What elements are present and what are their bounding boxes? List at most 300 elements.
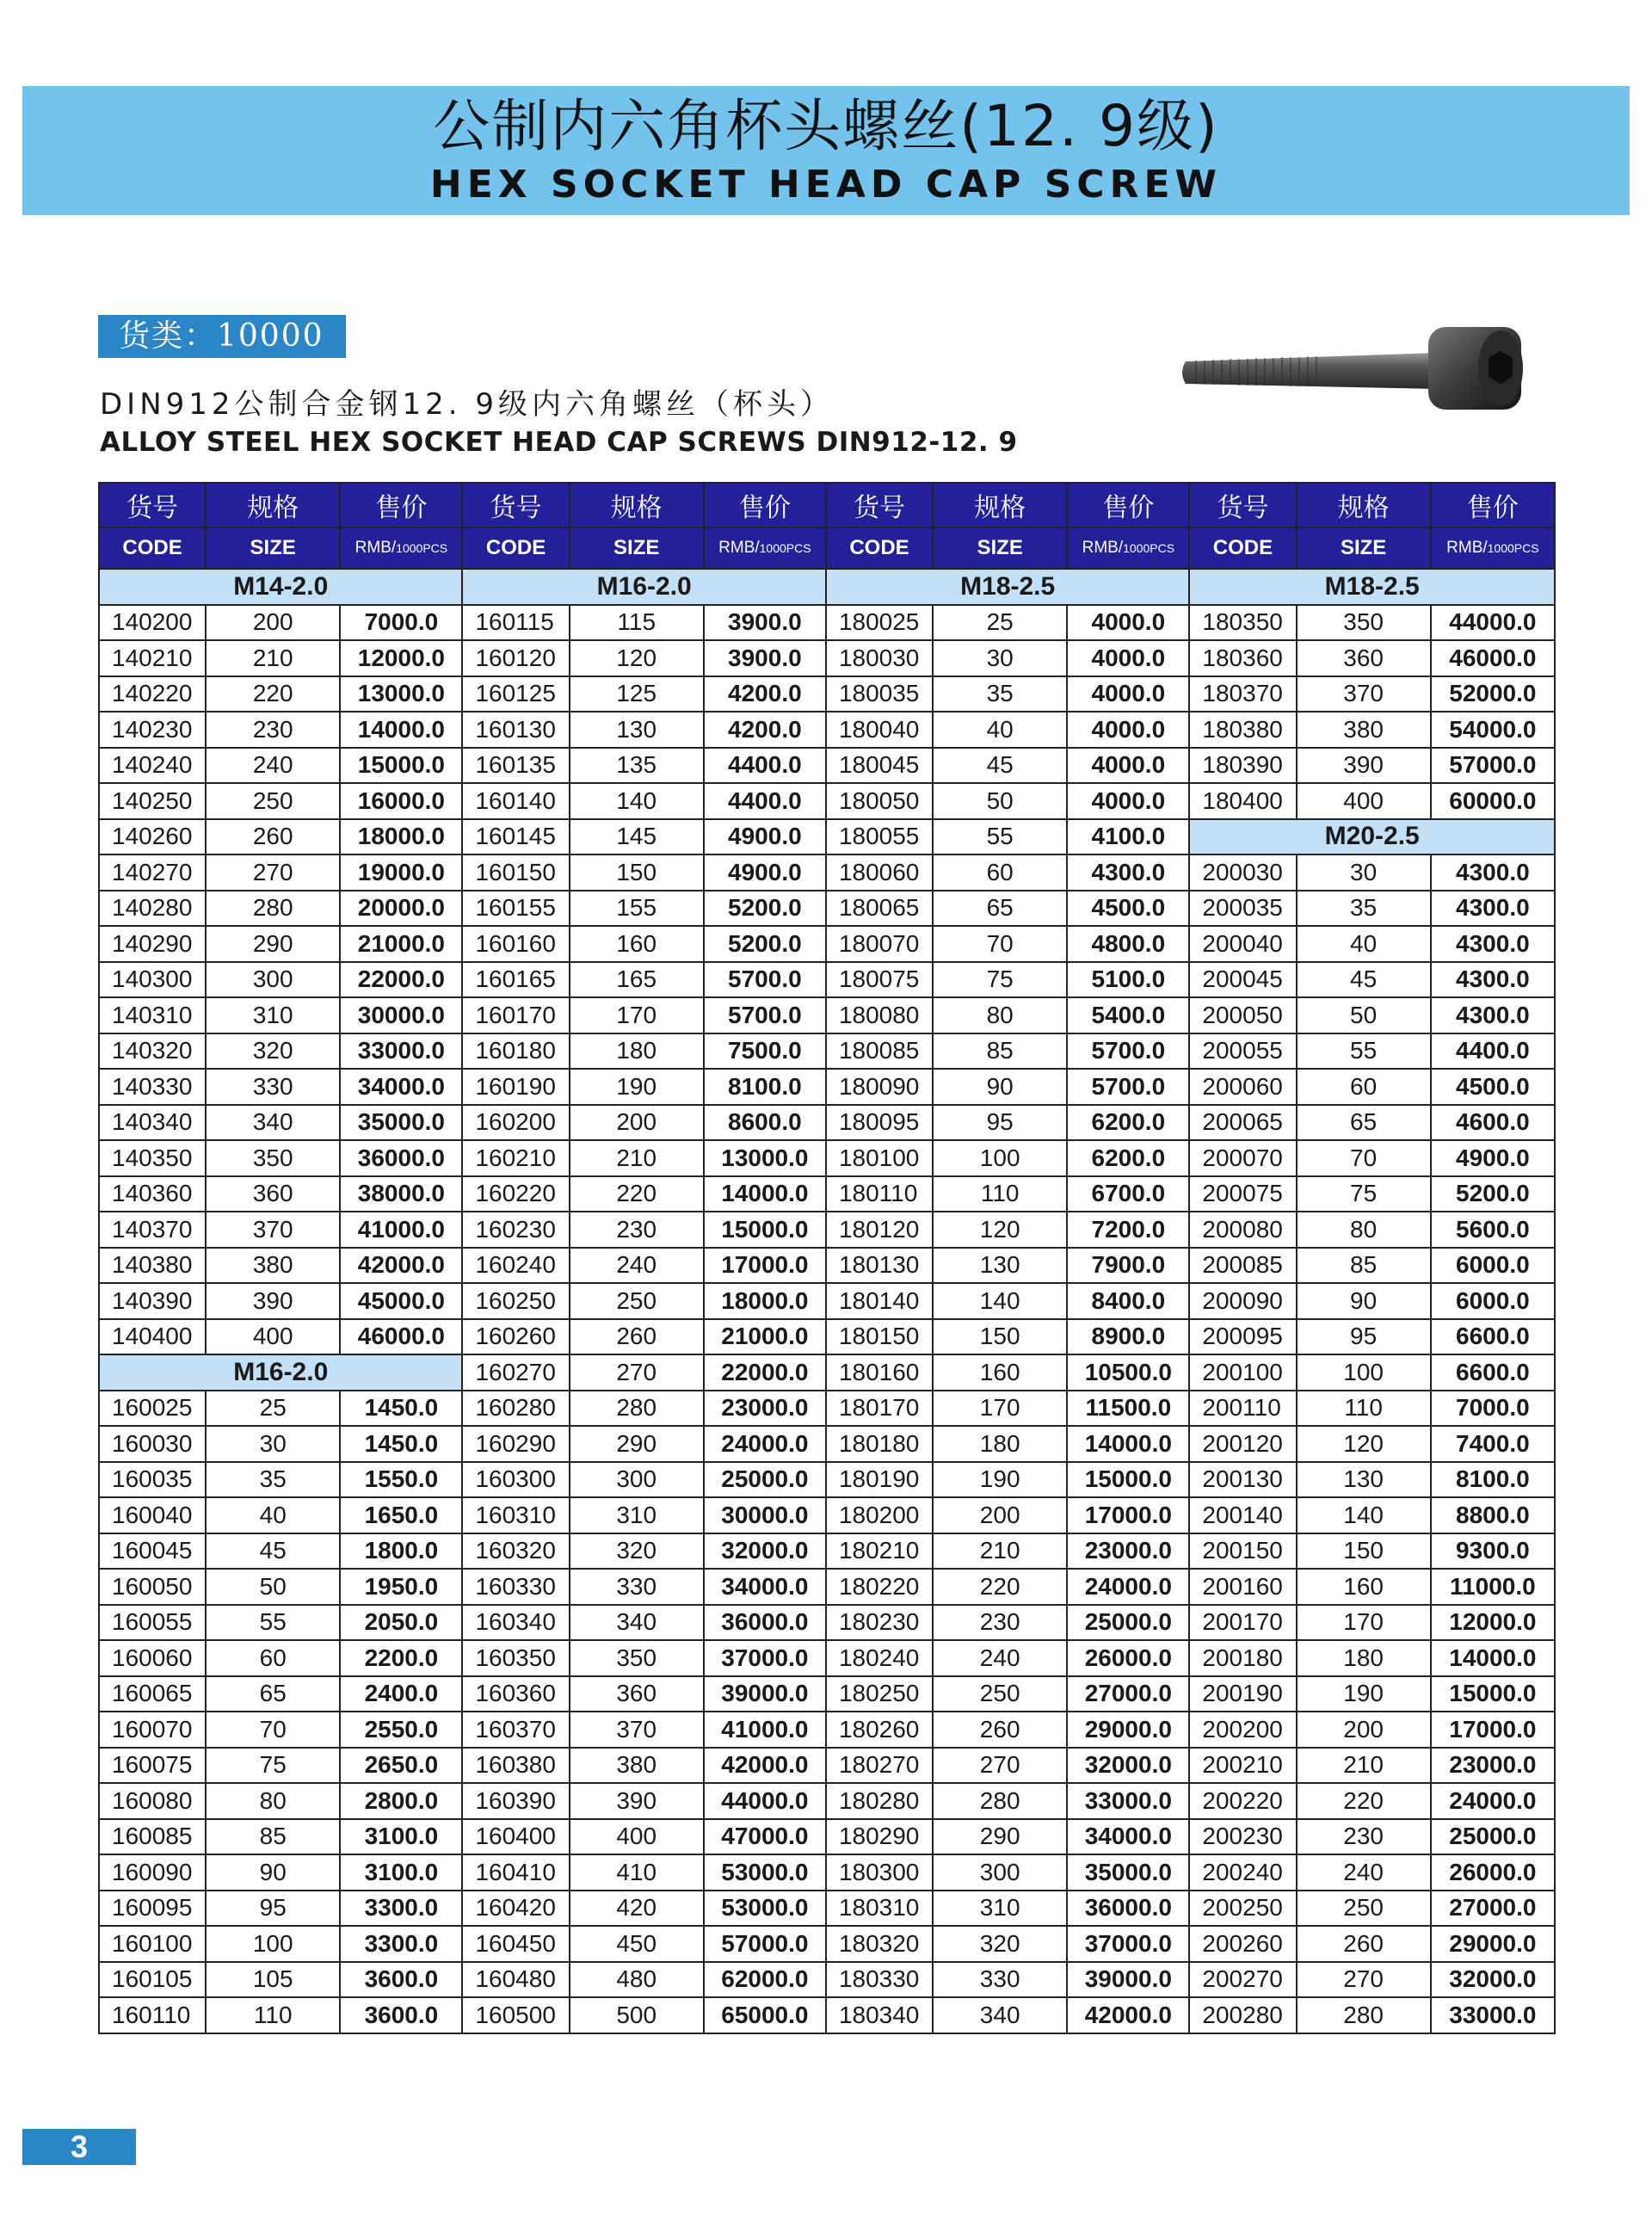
price-cell: 7400.0	[1431, 1426, 1555, 1462]
code-cell: 200100	[1189, 1354, 1296, 1391]
column-header-en: SIZE	[570, 527, 704, 569]
price-cell: 4400.0	[704, 748, 826, 784]
price-cell: 2650.0	[340, 1748, 462, 1784]
code-cell: 140250	[99, 783, 206, 819]
price-cell: 5700.0	[1067, 1069, 1189, 1105]
size-cell: 35	[933, 676, 1067, 713]
size-cell: 260	[570, 1319, 704, 1355]
price-cell: 7000.0	[1431, 1391, 1555, 1427]
code-cell: 160270	[462, 1354, 569, 1391]
size-cell: 70	[1297, 1140, 1431, 1176]
size-cell: 300	[206, 962, 340, 998]
table-row	[99, 1783, 1555, 1819]
price-cell: 4900.0	[704, 854, 826, 891]
size-cell: 95	[933, 1105, 1067, 1141]
code-cell: 140340	[99, 1105, 206, 1141]
price-cell: 4800.0	[1067, 926, 1189, 962]
size-cell: 85	[206, 1819, 340, 1855]
price-cell: 3100.0	[340, 1819, 462, 1855]
table-row	[99, 569, 1555, 605]
price-cell: 30000.0	[340, 997, 462, 1033]
size-cell: 200	[570, 1105, 704, 1141]
price-cell: 57000.0	[704, 1926, 826, 1962]
table-row	[99, 1105, 1555, 1141]
code-cell: 160110	[99, 1997, 206, 2033]
size-cell: 30	[206, 1426, 340, 1462]
size-cell: 240	[206, 748, 340, 784]
price-cell: 5200.0	[704, 891, 826, 927]
code-cell: 140380	[99, 1248, 206, 1284]
price-cell: 8800.0	[1431, 1497, 1555, 1533]
code-cell: 180370	[1189, 676, 1296, 713]
price-cell: 53000.0	[704, 1854, 826, 1891]
column-header-en: SIZE	[933, 527, 1067, 569]
size-cell: 330	[570, 1569, 704, 1605]
price-cell: 36000.0	[1067, 1891, 1189, 1927]
price-cell: 2400.0	[340, 1676, 462, 1712]
size-cell: 160	[933, 1354, 1067, 1391]
price-cell: 1950.0	[340, 1569, 462, 1605]
price-cell: 5200.0	[1431, 1176, 1555, 1212]
code-cell: 180220	[826, 1569, 933, 1605]
code-cell: 160350	[462, 1640, 569, 1676]
code-cell: 160115	[462, 605, 569, 641]
code-cell: 160095	[99, 1891, 206, 1927]
code-cell: 160390	[462, 1783, 569, 1819]
code-cell: 160180	[462, 1033, 569, 1070]
code-cell: 180030	[826, 640, 933, 676]
size-cell: 35	[1297, 891, 1431, 927]
price-cell: 18000.0	[340, 819, 462, 855]
price-cell: 5700.0	[704, 962, 826, 998]
table-row	[99, 1248, 1555, 1284]
size-cell: 55	[933, 819, 1067, 855]
price-cell: 37000.0	[704, 1640, 826, 1676]
price-cell: 21000.0	[340, 926, 462, 962]
price-cell: 14000.0	[340, 712, 462, 748]
code-cell: 140280	[99, 891, 206, 927]
code-cell: 160030	[99, 1426, 206, 1462]
price-cell: 33000.0	[1067, 1783, 1189, 1819]
code-cell: 160045	[99, 1533, 206, 1570]
size-cell: 60	[206, 1640, 340, 1676]
code-cell: 160040	[99, 1497, 206, 1533]
table-row	[99, 1712, 1555, 1748]
price-cell: 4300.0	[1431, 891, 1555, 927]
size-cell: 155	[570, 891, 704, 927]
code-cell: 160140	[462, 783, 569, 819]
code-cell: 140290	[99, 926, 206, 962]
size-cell: 230	[206, 712, 340, 748]
size-cell: 480	[570, 1962, 704, 1998]
code-cell: 200095	[1189, 1319, 1296, 1355]
code-cell: 180055	[826, 819, 933, 855]
size-cell: 420	[570, 1891, 704, 1927]
price-cell: 60000.0	[1431, 783, 1555, 819]
size-cell: 380	[1297, 712, 1431, 748]
price-cell: 41000.0	[340, 1212, 462, 1248]
size-cell: 160	[1297, 1569, 1431, 1605]
table-row	[99, 1569, 1555, 1605]
price-cell: 46000.0	[340, 1319, 462, 1355]
code-cell: 180190	[826, 1462, 933, 1498]
size-cell: 210	[570, 1140, 704, 1176]
size-cell: 350	[206, 1140, 340, 1176]
code-cell: 200200	[1189, 1712, 1296, 1748]
size-cell: 410	[570, 1854, 704, 1891]
price-cell: 44000.0	[704, 1783, 826, 1819]
size-cell: 270	[206, 854, 340, 891]
price-cell: 1450.0	[340, 1391, 462, 1427]
column-header-en: RMB/1000PCS	[340, 527, 462, 569]
code-cell: 200065	[1189, 1105, 1296, 1141]
size-cell: 190	[1297, 1676, 1431, 1712]
code-cell: 180070	[826, 926, 933, 962]
size-cell: 25	[933, 605, 1067, 641]
table-row	[99, 1354, 1555, 1391]
price-cell: 6000.0	[1431, 1283, 1555, 1319]
column-header-en: CODE	[462, 527, 569, 569]
size-cell: 30	[933, 640, 1067, 676]
size-cell: 350	[1297, 605, 1431, 641]
code-cell: 140360	[99, 1176, 206, 1212]
size-cell: 330	[206, 1069, 340, 1105]
price-cell: 4200.0	[704, 712, 826, 748]
code-cell: 180110	[826, 1176, 933, 1212]
code-cell: 160370	[462, 1712, 569, 1748]
price-cell: 36000.0	[340, 1140, 462, 1176]
price-cell: 1800.0	[340, 1533, 462, 1570]
size-cell: 90	[206, 1854, 340, 1891]
size-cell: 60	[1297, 1069, 1431, 1105]
size-cell: 35	[206, 1462, 340, 1498]
section-header: M16-2.0	[99, 1354, 462, 1391]
size-cell: 240	[570, 1248, 704, 1284]
code-cell: 140240	[99, 748, 206, 784]
size-cell: 70	[206, 1712, 340, 1748]
column-header-cn: 货号	[1189, 483, 1296, 527]
table-row	[99, 1640, 1555, 1676]
code-cell: 200170	[1189, 1605, 1296, 1641]
code-cell: 200110	[1189, 1391, 1296, 1427]
table-row	[99, 1140, 1555, 1176]
table-row	[99, 854, 1555, 891]
size-cell: 220	[570, 1176, 704, 1212]
size-cell: 120	[570, 640, 704, 676]
size-cell: 55	[1297, 1033, 1431, 1070]
size-cell: 400	[570, 1819, 704, 1855]
price-cell: 8400.0	[1067, 1283, 1189, 1319]
size-cell: 220	[206, 676, 340, 713]
table-row	[99, 783, 1555, 819]
size-cell: 260	[206, 819, 340, 855]
size-cell: 180	[933, 1426, 1067, 1462]
size-cell: 450	[570, 1926, 704, 1962]
price-cell: 8100.0	[704, 1069, 826, 1105]
code-cell: 200035	[1189, 891, 1296, 927]
code-cell: 200150	[1189, 1533, 1296, 1570]
table-row	[99, 1997, 1555, 2033]
price-cell: 36000.0	[704, 1605, 826, 1641]
size-cell: 380	[206, 1248, 340, 1284]
table-row	[99, 640, 1555, 676]
price-cell: 4500.0	[1431, 1069, 1555, 1105]
size-cell: 65	[933, 891, 1067, 927]
price-cell: 14000.0	[704, 1176, 826, 1212]
price-cell: 65000.0	[704, 1997, 826, 2033]
price-cell: 22000.0	[340, 962, 462, 998]
price-cell: 4000.0	[1067, 676, 1189, 713]
size-cell: 60	[933, 854, 1067, 891]
size-cell: 220	[933, 1569, 1067, 1605]
code-cell: 200210	[1189, 1748, 1296, 1784]
size-cell: 90	[933, 1069, 1067, 1105]
column-header-en: CODE	[826, 527, 933, 569]
table-row	[99, 891, 1555, 927]
code-cell: 160080	[99, 1783, 206, 1819]
price-cell: 29000.0	[1431, 1926, 1555, 1962]
size-cell: 400	[206, 1319, 340, 1355]
size-cell: 95	[1297, 1319, 1431, 1355]
table-row	[99, 1962, 1555, 1998]
price-cell: 24000.0	[1067, 1569, 1189, 1605]
column-header-en: RMB/1000PCS	[704, 527, 826, 569]
code-cell: 200070	[1189, 1140, 1296, 1176]
size-cell: 300	[570, 1462, 704, 1498]
code-cell: 160025	[99, 1391, 206, 1427]
code-cell: 180360	[1189, 640, 1296, 676]
price-cell: 5700.0	[704, 997, 826, 1033]
price-cell: 3600.0	[340, 1962, 462, 1998]
category-label: 货类：10000	[98, 315, 346, 358]
size-cell: 75	[933, 962, 1067, 998]
code-cell: 160380	[462, 1748, 569, 1784]
size-cell: 130	[570, 712, 704, 748]
table-row	[99, 926, 1555, 962]
price-cell: 4000.0	[1067, 748, 1189, 784]
code-cell: 160280	[462, 1391, 569, 1427]
size-cell: 125	[570, 676, 704, 713]
size-cell: 360	[206, 1176, 340, 1212]
price-cell: 4900.0	[1431, 1140, 1555, 1176]
page-title-cn: 公制内六角杯头螺丝(12. 9级)	[433, 93, 1219, 159]
size-cell: 390	[1297, 748, 1431, 784]
price-cell: 32000.0	[1067, 1748, 1189, 1784]
price-cell: 35000.0	[340, 1105, 462, 1141]
size-cell: 290	[206, 926, 340, 962]
size-cell: 250	[933, 1676, 1067, 1712]
code-cell: 180140	[826, 1283, 933, 1319]
price-cell: 38000.0	[340, 1176, 462, 1212]
price-cell: 53000.0	[704, 1891, 826, 1927]
code-cell: 140370	[99, 1212, 206, 1248]
size-cell: 360	[1297, 640, 1431, 676]
size-cell: 260	[1297, 1926, 1431, 1962]
size-cell: 55	[206, 1605, 340, 1641]
code-cell: 140330	[99, 1069, 206, 1105]
code-cell: 200230	[1189, 1819, 1296, 1855]
table-row	[99, 1033, 1555, 1070]
price-cell: 3900.0	[704, 640, 826, 676]
price-cell: 7000.0	[340, 605, 462, 641]
code-cell: 180210	[826, 1533, 933, 1570]
size-cell: 50	[1297, 997, 1431, 1033]
size-cell: 310	[206, 997, 340, 1033]
price-cell: 46000.0	[1431, 640, 1555, 676]
price-cell: 62000.0	[704, 1962, 826, 1998]
price-cell: 33000.0	[340, 1033, 462, 1070]
size-cell: 95	[206, 1891, 340, 1927]
table-row	[99, 819, 1555, 855]
size-cell: 210	[206, 640, 340, 676]
code-cell: 160210	[462, 1140, 569, 1176]
code-cell: 160480	[462, 1962, 569, 1998]
price-table	[98, 482, 1556, 2034]
size-cell: 45	[933, 748, 1067, 784]
size-cell: 130	[1297, 1462, 1431, 1498]
code-cell: 140400	[99, 1319, 206, 1355]
price-cell: 32000.0	[704, 1533, 826, 1570]
price-cell: 4300.0	[1431, 962, 1555, 998]
size-cell: 80	[1297, 1212, 1431, 1248]
price-cell: 2550.0	[340, 1712, 462, 1748]
price-cell: 7500.0	[704, 1033, 826, 1070]
code-cell: 180045	[826, 748, 933, 784]
code-cell: 200270	[1189, 1962, 1296, 1998]
table-row	[99, 1176, 1555, 1212]
price-cell: 16000.0	[340, 783, 462, 819]
size-cell: 170	[570, 997, 704, 1033]
size-cell: 240	[1297, 1854, 1431, 1891]
code-cell: 200045	[1189, 962, 1296, 998]
size-cell: 300	[933, 1854, 1067, 1891]
code-cell: 180170	[826, 1391, 933, 1427]
size-cell: 320	[206, 1033, 340, 1070]
size-cell: 330	[933, 1962, 1067, 1998]
code-cell: 160320	[462, 1533, 569, 1570]
size-cell: 120	[1297, 1426, 1431, 1462]
price-cell: 15000.0	[340, 748, 462, 784]
price-cell: 1650.0	[340, 1497, 462, 1533]
size-cell: 250	[206, 783, 340, 819]
price-cell: 23000.0	[704, 1391, 826, 1427]
size-cell: 340	[933, 1997, 1067, 2033]
size-cell: 145	[570, 819, 704, 855]
price-cell: 2050.0	[340, 1605, 462, 1641]
price-cell: 15000.0	[1431, 1676, 1555, 1712]
code-cell: 160310	[462, 1497, 569, 1533]
size-cell: 115	[570, 605, 704, 641]
code-cell: 140200	[99, 605, 206, 641]
size-cell: 500	[570, 1997, 704, 2033]
price-cell: 52000.0	[1431, 676, 1555, 713]
price-cell: 4000.0	[1067, 712, 1189, 748]
table-row	[99, 1891, 1555, 1927]
code-cell: 160070	[99, 1712, 206, 1748]
price-cell: 4900.0	[704, 819, 826, 855]
code-cell: 180150	[826, 1319, 933, 1355]
code-cell: 200250	[1189, 1891, 1296, 1927]
size-cell: 160	[570, 926, 704, 962]
price-cell: 1450.0	[340, 1426, 462, 1462]
size-cell: 370	[206, 1212, 340, 1248]
header-row-en	[99, 527, 1555, 569]
price-cell: 39000.0	[1067, 1962, 1189, 1998]
size-cell: 360	[570, 1676, 704, 1712]
size-cell: 140	[933, 1283, 1067, 1319]
price-cell: 4600.0	[1431, 1105, 1555, 1141]
price-cell: 27000.0	[1431, 1891, 1555, 1927]
size-cell: 390	[570, 1783, 704, 1819]
column-header-cn: 售价	[1067, 483, 1189, 527]
price-cell: 24000.0	[1431, 1783, 1555, 1819]
price-cell: 6700.0	[1067, 1176, 1189, 1212]
size-cell: 140	[570, 783, 704, 819]
section-header: M20-2.5	[1189, 819, 1555, 855]
size-cell: 100	[1297, 1354, 1431, 1391]
price-cell: 29000.0	[1067, 1712, 1189, 1748]
price-cell: 17000.0	[1431, 1712, 1555, 1748]
price-cell: 11000.0	[1431, 1569, 1555, 1605]
code-cell: 160075	[99, 1748, 206, 1784]
code-cell: 180050	[826, 783, 933, 819]
price-cell: 12000.0	[1431, 1605, 1555, 1641]
size-cell: 220	[1297, 1783, 1431, 1819]
code-cell: 180380	[1189, 712, 1296, 748]
code-cell: 200280	[1189, 1997, 1296, 2033]
table-row	[99, 605, 1555, 641]
size-cell: 50	[206, 1569, 340, 1605]
size-cell: 135	[570, 748, 704, 784]
code-cell: 160120	[462, 640, 569, 676]
code-cell: 160130	[462, 712, 569, 748]
code-cell: 180200	[826, 1497, 933, 1533]
code-cell: 180260	[826, 1712, 933, 1748]
code-cell: 160200	[462, 1105, 569, 1141]
section-header: M18-2.5	[826, 569, 1189, 605]
size-cell: 180	[570, 1033, 704, 1070]
code-cell: 160100	[99, 1926, 206, 1962]
price-cell: 6600.0	[1431, 1319, 1555, 1355]
table-row	[99, 1212, 1555, 1248]
section-header: M18-2.5	[1189, 569, 1555, 605]
size-cell: 65	[1297, 1105, 1431, 1141]
code-cell: 140270	[99, 854, 206, 891]
price-cell: 4300.0	[1431, 926, 1555, 962]
price-cell: 8100.0	[1431, 1462, 1555, 1498]
code-cell: 180080	[826, 997, 933, 1033]
price-cell: 4200.0	[704, 676, 826, 713]
size-cell: 110	[206, 1997, 340, 2033]
price-cell: 4400.0	[704, 783, 826, 819]
size-cell: 280	[933, 1783, 1067, 1819]
code-cell: 180075	[826, 962, 933, 998]
price-cell: 3600.0	[340, 1997, 462, 2033]
code-cell: 160420	[462, 1891, 569, 1927]
price-cell: 42000.0	[340, 1248, 462, 1284]
table-row	[99, 1283, 1555, 1319]
price-cell: 44000.0	[1431, 605, 1555, 641]
code-cell: 180340	[826, 1997, 933, 2033]
code-cell: 160230	[462, 1212, 569, 1248]
size-cell: 260	[933, 1712, 1067, 1748]
size-cell: 75	[206, 1748, 340, 1784]
size-cell: 270	[570, 1354, 704, 1391]
price-cell: 19000.0	[340, 854, 462, 891]
code-cell: 160360	[462, 1676, 569, 1712]
price-cell: 11500.0	[1067, 1391, 1189, 1427]
table-row	[99, 1319, 1555, 1355]
